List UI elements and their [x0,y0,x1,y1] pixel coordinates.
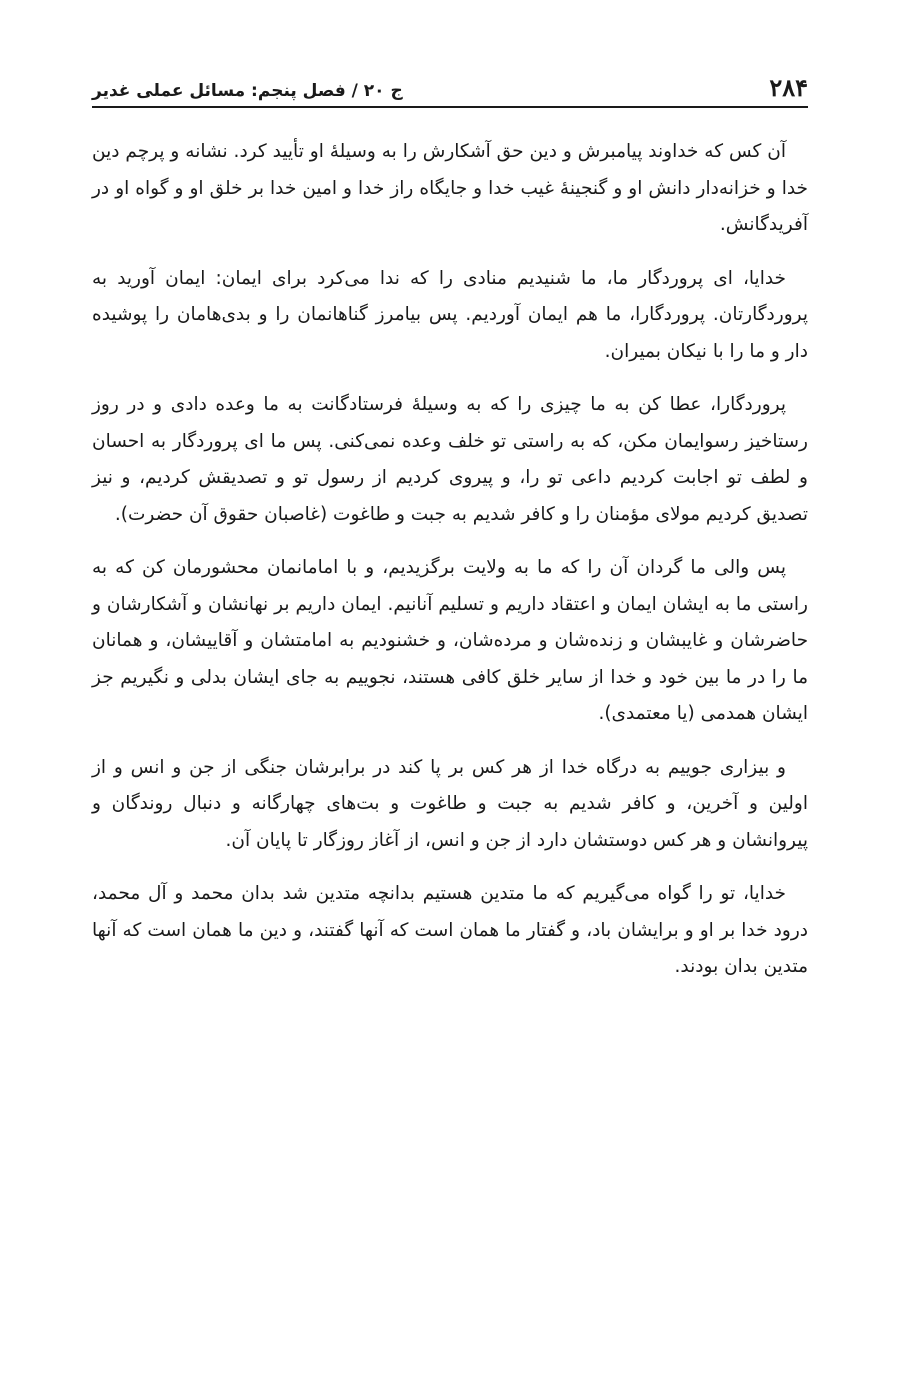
running-header-title: ج ۲۰ / فصل پنجم: مسائل عملی غدیر [92,81,403,101]
paragraph: پس والی ما گردان آن را که ما به ولایت برگزیدیم، و با امامانمان محشورمان کن که به راستی ما به ایشان ایمان و اعتقاد داریم و تسلیم آنانیم. ایمان داریم بر نهانشان و آشکارشان و حاضرشان و غایبشان و زنده‌شان و مرده‌شان، و خشنودیم به امامتشان و آقاییشان، و همانان ما را در ما بین خود و خدا از سایر خلق کافی هستند، نجوییم به جای ایشان بدلی و نگیریم جز ایشان همدمی (یا معتمدی). [92,557,808,724]
paragraph: خدایا، تو را گواه می‌گیریم که ما متدین هستیم بدانچه متدین شد بدان محمد و آل محمد، درود خدا بر او و برایشان باد، و گفتار ما همان است که آنها گفتند، و دین ما همان است که آنها متدین بدان بودند. [92,883,808,977]
paragraph: آن کس که خداوند پیامبرش و دین حق آشکارش را به وسیلهٔ او تأیید کرد. نشانه و پرچم دین خدا و خزانه‌دار دانش او و گنجینهٔ غیب خدا و جایگاه راز خدا و امین خدا بر خلق او و گواه او در آفریدگانش. [92,141,808,235]
page-number: ۲۸۴ [769,73,808,102]
body-text [92,134,808,986]
paragraph: پروردگارا، عطا کن به ما چیزی را که به وسیلهٔ فرستادگانت به ما وعده دادی و در روز رستاخیز رسوایمان مکن، که به راستی تو خلف وعده نمی‌کنی. پس ما ای پروردگار به احسان و لطف تو اجابت کردیم داعی تو را، و پیروی کردیم از رسول تو و تصدیقش کردیم، و نیز تصدیق کردیم مولای مؤمنان را و کافر شدیم به جبت و طاغوت (غاصبان حقوق آن حضرت). [92,394,808,525]
running-header [92,60,808,108]
book-page [92,60,808,1360]
paragraph: خدایا، ای پروردگار ما، ما شنیدیم منادی را که ندا می‌کرد برای ایمان: ایمان آورید به پروردگارتان. پروردگارا، ما هم ایمان آوردیم. پس بیامرز گناهانمان را و بدی‌هامان را پوشیده دار و ما را با نیکان بمیران. [92,267,808,362]
paragraph: و بیزاری جوییم به درگاه خدا از هر کس بر پا کند در برابرشان جنگی از جن و انس و از اولین و آخرین، و کافر شدیم به جبت و طاغوت و بت‌های چهارگانه و دنبال روندگان و پیروانشان و هر کس دوستشان دارد از جن و انس، از آغاز روزگار تا پایان آن. [92,756,808,851]
